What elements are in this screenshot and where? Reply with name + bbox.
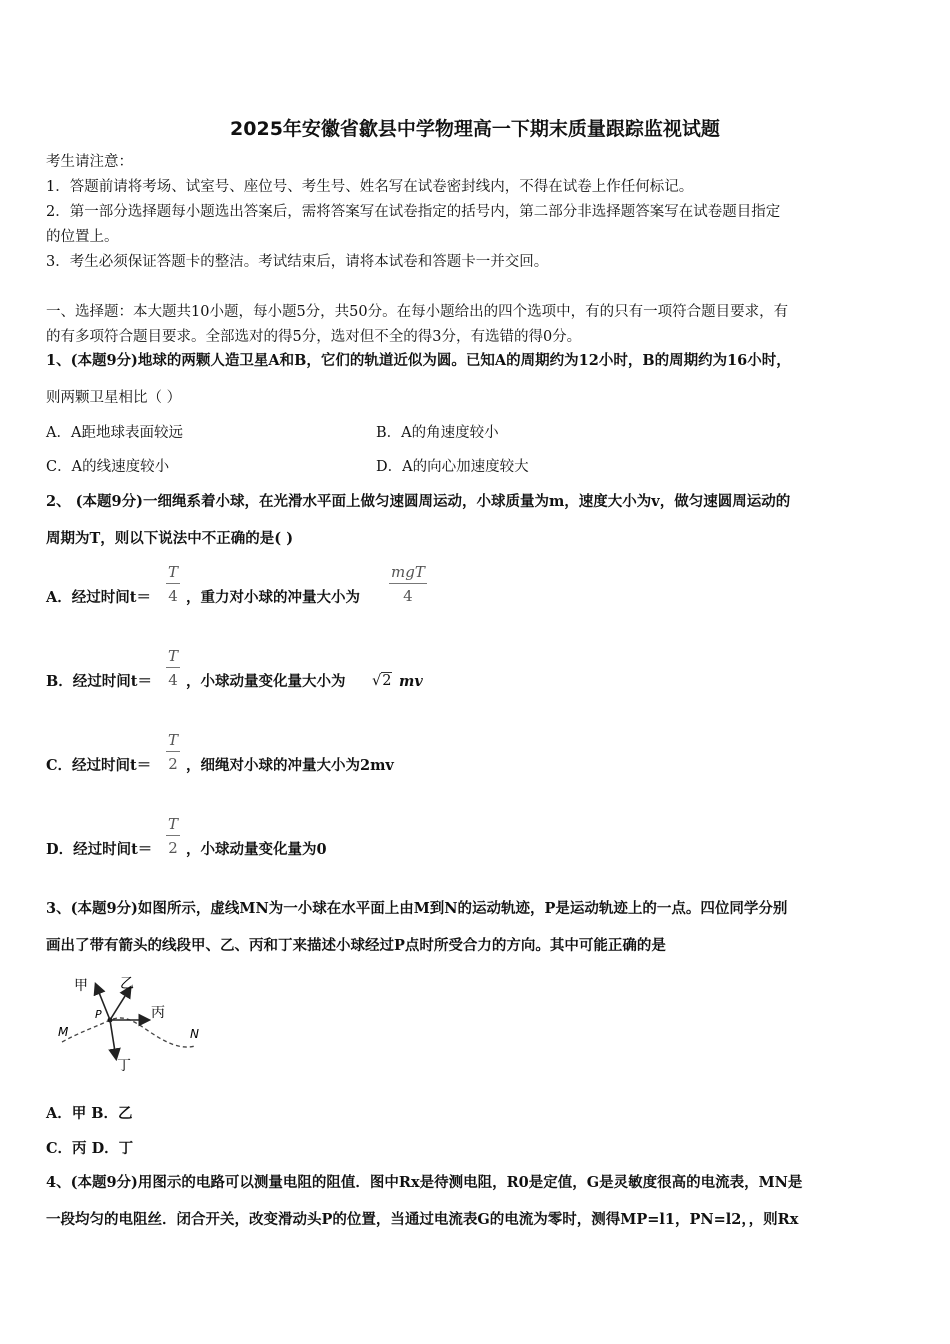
notice-item: 的位置上。 xyxy=(46,229,119,245)
fraction-t-over-2: $\frac{T}{2}$ xyxy=(168,731,179,773)
fraction-t-over-4: $\frac{T}{4}$ xyxy=(168,563,179,605)
q1-option-a: A．A距地球表面较远 xyxy=(46,425,183,441)
section-instructions: 一、选择题：本大题共10小题，每小题5分，共50分。在每小题给出的四个选项中，有的只有一项符合题目要求，有 xyxy=(46,304,789,320)
q2-option-d-text: ，小球动量变化量为0 xyxy=(186,841,327,858)
section-instructions: 的有多项符合题目要求。全部选对的得5分，选对但不全的得3分，有选错的得0分。 xyxy=(46,329,582,345)
q2-option-d-prefix: D．经过时间t＝ xyxy=(46,841,153,858)
question-2-stem: 周期为T，则以下说法中不正确的是( ) xyxy=(46,530,294,547)
q1-option-c: C．A的线速度较小 xyxy=(46,459,170,475)
notice-item: 3．考生必须保证答题卡的整洁。考试结束后，请将本试卷和答题卡一并交回。 xyxy=(46,254,549,270)
label-bing: 丙 xyxy=(151,1005,165,1021)
label-p: P xyxy=(95,1008,102,1021)
label-yi: 乙 xyxy=(120,976,134,992)
sqrt-two: √2 xyxy=(372,673,392,689)
fraction-mgt-over-4: mgT 4 xyxy=(391,563,425,605)
q1-option-d: D．A的向心加速度较大 xyxy=(376,459,529,475)
q2-option-a-text: ，重力对小球的冲量大小为 xyxy=(186,589,360,606)
q2-option-c-prefix: C．经过时间t＝ xyxy=(46,757,152,774)
q3-options-row-1: A．甲 B．乙 xyxy=(46,1105,133,1122)
notice-heading: 考生请注意： xyxy=(46,154,133,170)
label-ding: 丁 xyxy=(117,1058,131,1074)
fraction-t-over-4: $\frac{T}{4}$ xyxy=(168,647,179,689)
question-4-stem: 4、(本题9分)用图示的电路可以测量电阻的阻值．图中Rx是待测电阻，R0是定值，G是灵敏度很高的电流表，MN是 xyxy=(46,1174,803,1191)
q2-option-b-prefix: B．经过时间t＝ xyxy=(46,673,152,690)
question-2-stem: 2、 (本题9分)一细绳系着小球，在光滑水平面上做匀速圆周运动，小球质量为m，速度大小为v，做匀速圆周运动的 xyxy=(46,493,791,510)
fraction-t-over-2: $\frac{T}{2}$ xyxy=(168,815,179,857)
page-title: 2025年安徽省歙县中学物理高一下期末质量跟踪监视试题 xyxy=(230,118,720,140)
question-3-stem: 画出了带有箭头的线段甲、乙、丙和丁来描述小球经过P点时所受合力的方向。其中可能正确的是 xyxy=(46,937,666,954)
question-1-stem: 则两颗卫星相比（ ） xyxy=(46,390,182,406)
label-m: M xyxy=(58,1025,69,1039)
trajectory-curve xyxy=(62,1018,195,1047)
notice-item: 2．第一部分选择题每小题选出答案后，需将答案写在试卷指定的括号内，第二部分非选择题答案写在试卷题目指定 xyxy=(46,204,781,220)
question-1-stem: 1、(本题9分)地球的两颗人造卫星A和B，它们的轨道近似为圆。已知A的周期约为12小时，B的周期约为16小时， xyxy=(46,352,791,369)
force-direction-figure xyxy=(50,970,220,1080)
q2-option-b-tail: mv xyxy=(399,673,423,690)
arrow-yi xyxy=(110,988,130,1020)
label-jia: 甲 xyxy=(74,978,88,994)
q1-option-b: B．A的角速度较小 xyxy=(376,425,499,441)
q3-options-row-2: C．丙 D．丁 xyxy=(46,1140,134,1157)
label-n: N xyxy=(190,1027,199,1041)
q2-option-a-prefix: A．经过时间t＝ xyxy=(46,589,151,606)
q2-option-b-text: ，小球动量变化量大小为 xyxy=(186,673,346,690)
q2-option-c-text: ，细绳对小球的冲量大小为2mv xyxy=(186,757,394,774)
question-3-stem: 3、(本题9分)如图所示，虚线MN为一小球在水平面上由M到N的运动轨迹，P是运动轨迹上的一点。四位同学分别 xyxy=(46,900,788,917)
arrow-ding xyxy=(110,1020,116,1058)
notice-item: 1．答题前请将考场、试室号、座位号、考生号、姓名写在试卷密封线内，不得在试卷上作任何标记。 xyxy=(46,179,694,195)
question-4-stem: 一段均匀的电阻丝．闭合开关，改变滑动头P的位置，当通过电流表G的电流为零时，测得MP=l1，PN=l2，，则Rx xyxy=(46,1211,799,1228)
